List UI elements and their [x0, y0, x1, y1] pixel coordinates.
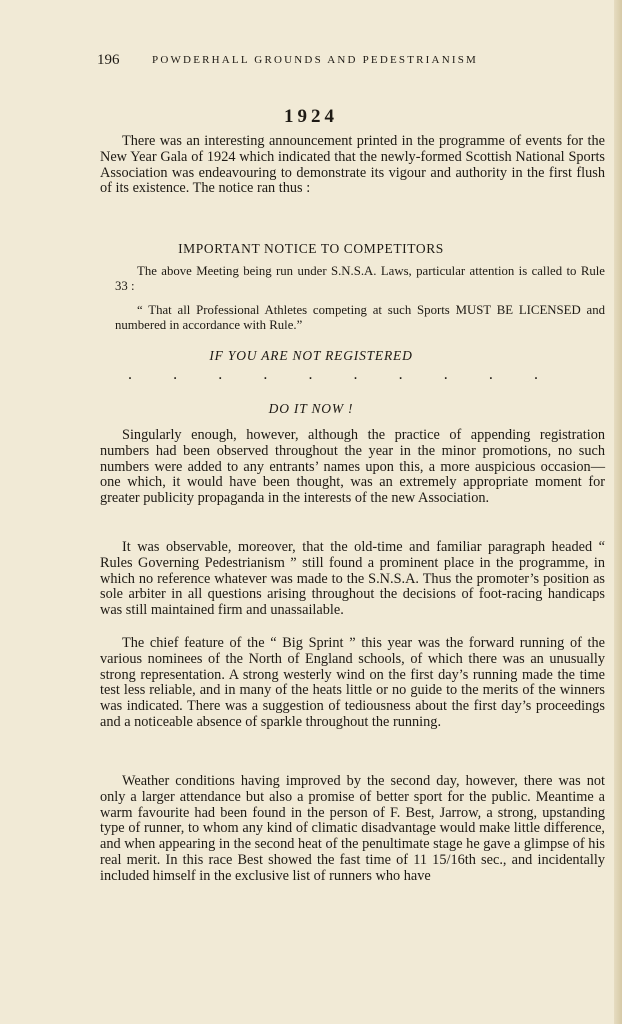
- dot: .: [353, 366, 358, 383]
- dot: .: [218, 366, 223, 383]
- paragraph-registration-numbers: Singularly enough, however, although the practice of appending registration numbers had been observed throughout the year in the minor promotions, no such numbers were added to any entrants’ names upon this, a more auspicious occasion—one which, it would have been thought, was an extremely appropriate moment for greater publicity propaganda in the interests of the new Association.: [100, 427, 605, 507]
- dot: .: [173, 366, 178, 383]
- section-year-heading: 1924: [284, 106, 338, 127]
- paragraph-weather: Weather conditions having improved by the second day, however, there was not only a larger attendance but also a promise of better sport for the public. Meantime a warm favourite had been found in the person of F. Best, Jarrow, a strong, upstanding type of runner, to whom any kind of climatic disadvantage would make little difference, and when appearing in the second heat of the penultimate stage he gave a glimpse of his real merit. In this race Best showed the fast time of 11 15/16th sec., and incidentally included himself in the exclusive list of runners who have: [100, 773, 605, 884]
- page-header: [97, 52, 602, 74]
- do-it-now-line: DO IT NOW !: [268, 401, 354, 416]
- notice-title: IMPORTANT NOTICE TO COMPETITORS: [178, 241, 444, 256]
- paragraph-rules-governing: It was observable, moreover, that the old-time and familiar paragraph headed “ Rules Governing Pedestrianism ” still found a prominent place in the programme, in which no reference whatever was made to the S.N.S.A. Thus the promoter’s position as sole arbiter in all questions arising throughout the decisions of foot-racing handicaps was still maintained firm and unassailable.: [100, 539, 605, 619]
- dot: .: [488, 366, 493, 383]
- dot: .: [533, 366, 538, 383]
- page-number: 196: [97, 52, 120, 68]
- notice-quote: “ That all Professional Athletes competing at such Sports MUST BE LICENSED and numbered in accordance with Rule.”: [115, 303, 605, 332]
- running-head: POWDERHALL GROUNDS AND PEDESTRIANISM: [152, 54, 478, 66]
- paragraph-big-sprint: The chief feature of the “ Big Sprint ” this year was the forward running of the various nominees of the North of England schools, of which there was an unusually strong representation. A strong westerly wind on the first day’s running made the time test less reliable, and in many of the heats little or no guide to the merits of the winners was indicated. There was a suggestion of tediousness about the first day’s proceedings and a noticeable absence of sparkle throughout the running.: [100, 635, 605, 730]
- notice-rule-line: The above Meeting being run under S.N.S.A. Laws, particular attention is called to Rule 33 :: [115, 264, 605, 293]
- intro-paragraph: There was an interesting announcement printed in the programme of events for the New Year Gala of 1924 which indicated that the newly-formed Scottish National Sports Association was endeavouring to demonstrate its vigour and authority in the first flush of its existence. The notice ran thus :: [100, 133, 605, 197]
- dot: .: [308, 366, 313, 383]
- dot: .: [128, 366, 132, 383]
- not-registered-line: IF YOU ARE NOT REGISTERED: [209, 348, 413, 363]
- dot-leader: [128, 367, 538, 383]
- dot: .: [263, 366, 268, 383]
- dot: .: [443, 366, 448, 383]
- page-edge: [614, 0, 622, 1024]
- dot: .: [398, 366, 403, 383]
